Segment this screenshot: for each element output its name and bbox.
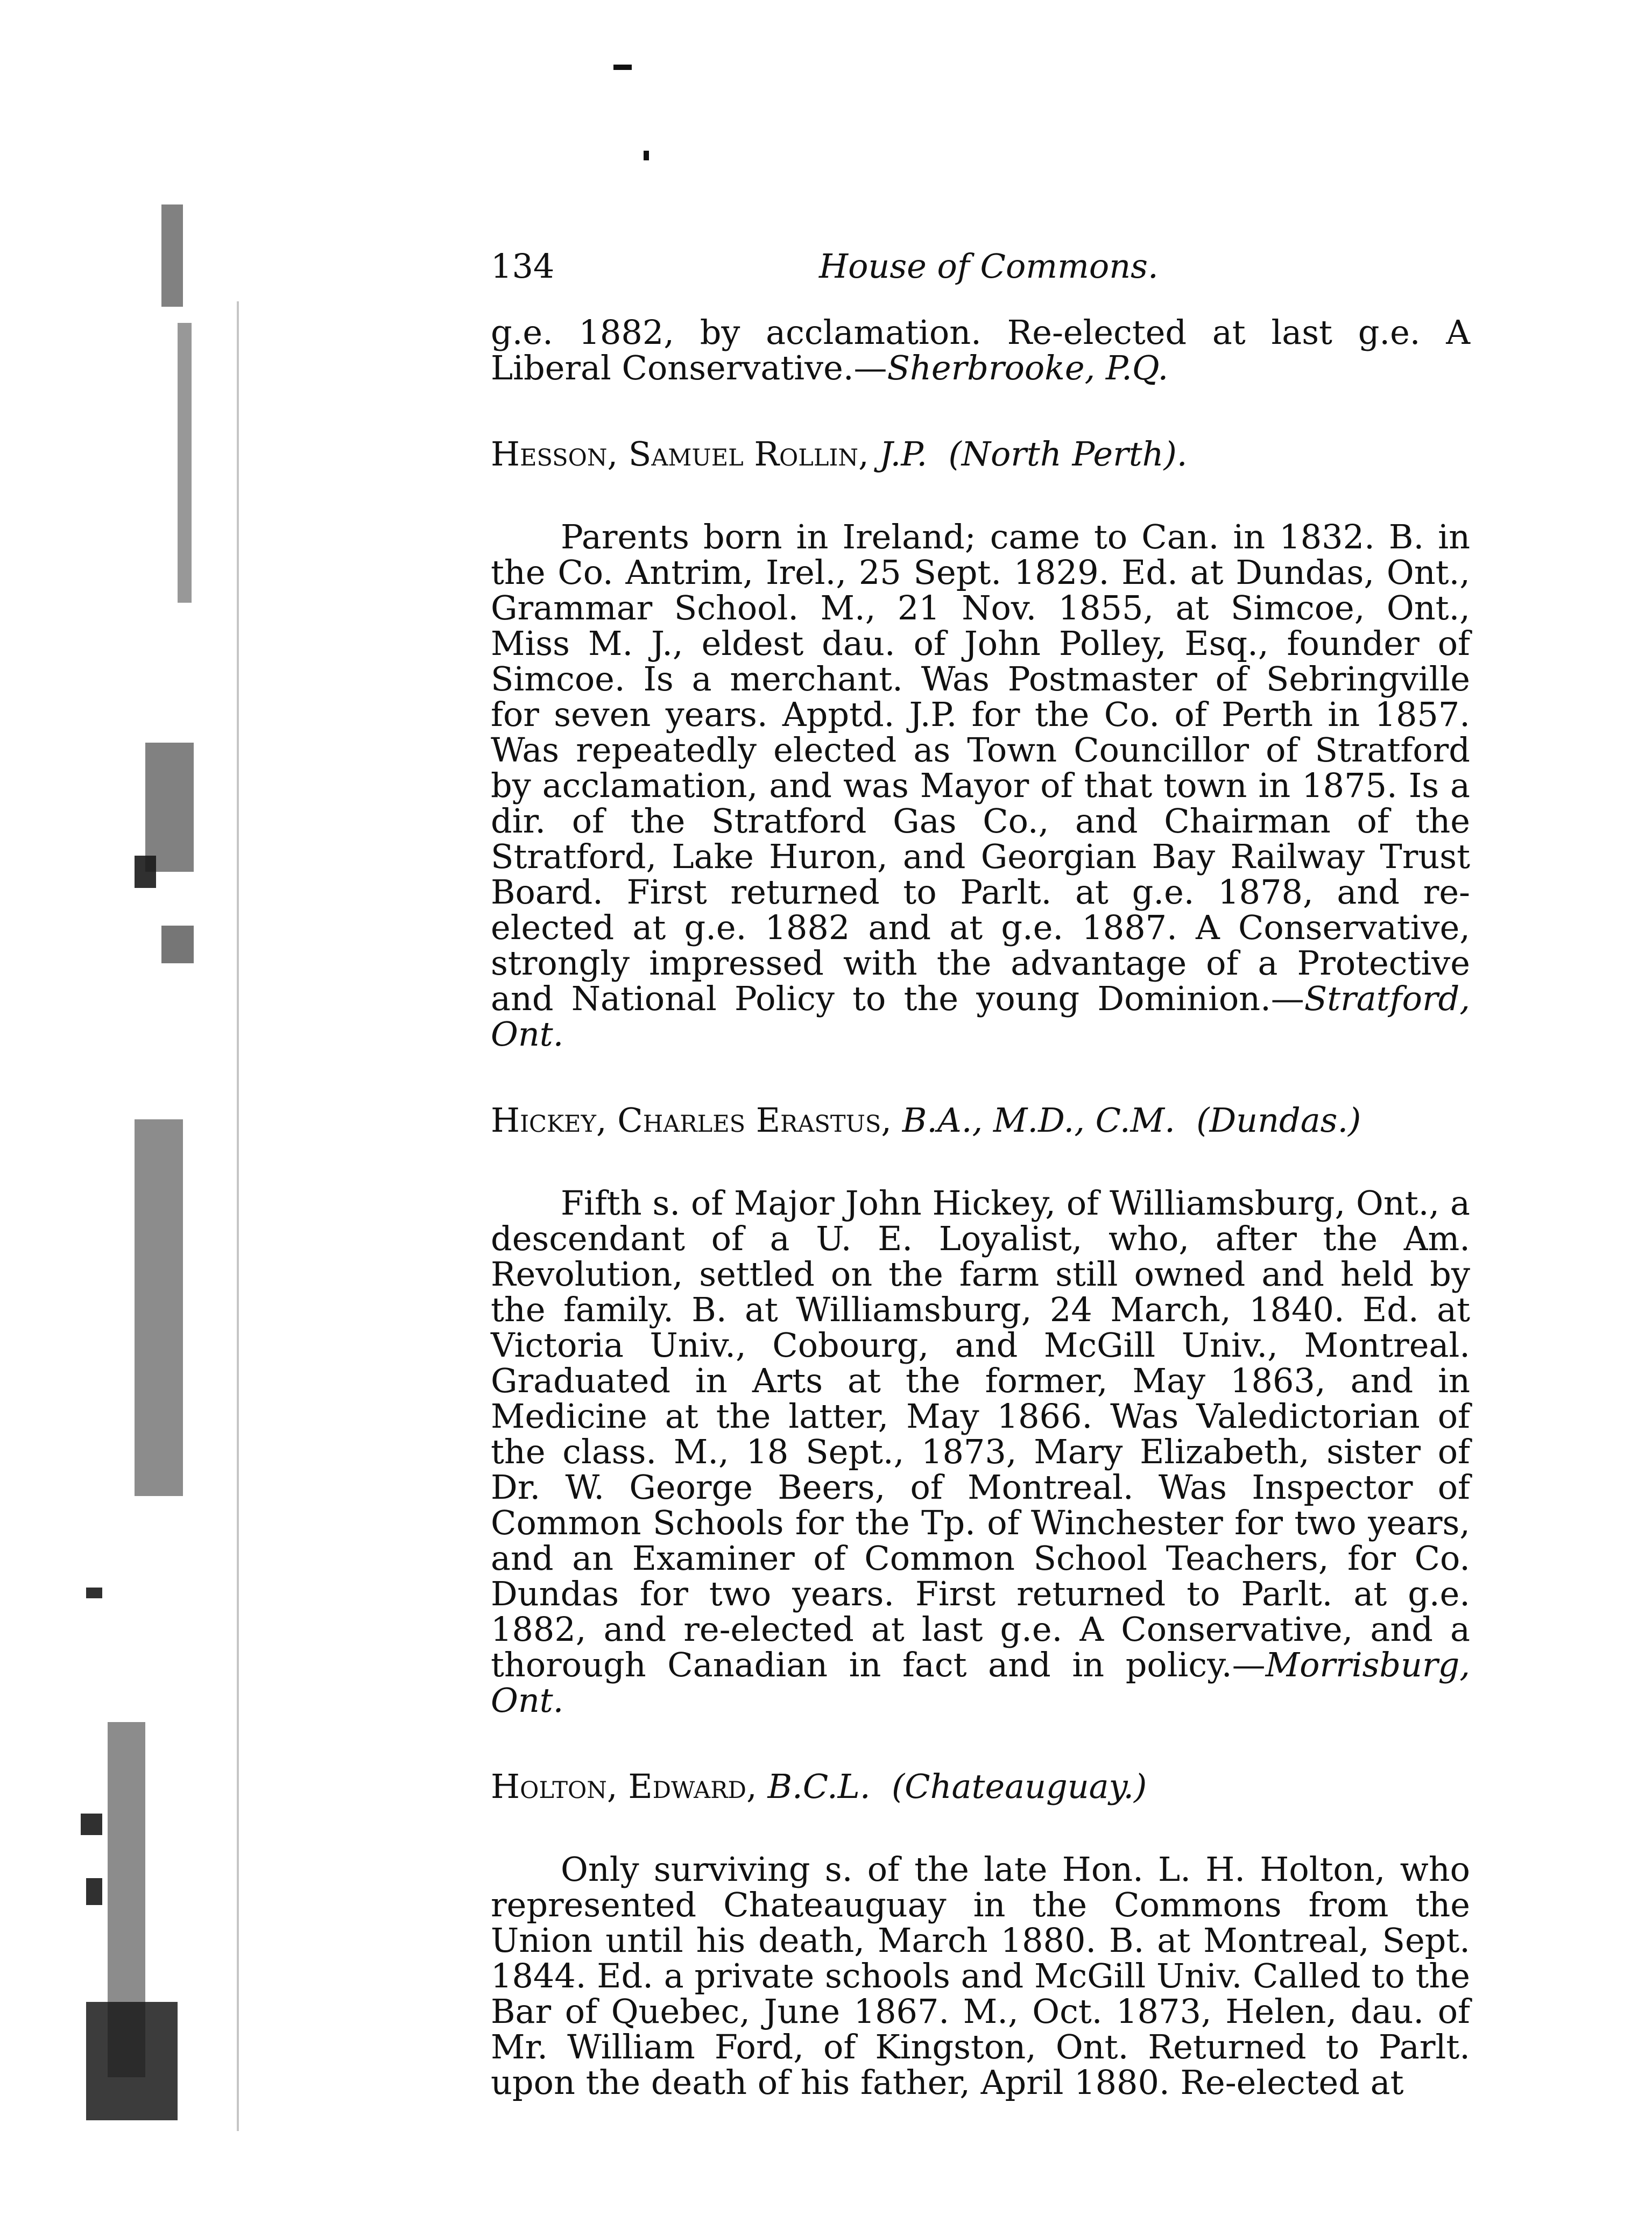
member-riding: (North Perth). bbox=[948, 434, 1188, 474]
entry-biography bbox=[491, 1852, 1470, 2100]
entry-heading bbox=[491, 436, 1470, 472]
biography-place: Stratford, Ont. bbox=[491, 979, 1470, 1054]
member-name: Hesson, Samuel Rollin, bbox=[491, 434, 869, 474]
entry-biography bbox=[491, 1183, 1470, 1720]
scan-mark bbox=[644, 151, 649, 160]
page-number: 134 bbox=[491, 246, 555, 286]
biography-text: Fifth s. of Major John Hickey, of Williamsburg, Ont., a descendant of a U. E. Loyalist, who, after the Am. Revolution, settled on the farm still owned and held by the family. B. at Williamsburg, 24 March, 1840. Ed. at Victoria Univ., Cobourg, and McGill Univ., Montreal. Graduated in Arts at the former, May 1863, and in Medicine at the latter, May 1866. Was Valedictorian of the class. M., 18 Sept., 1873, Mary Elizabeth, sister of Dr. W. George Beers, of Montreal. Was Inspector of Common Schools for the Tp. of Winchester for two years, and an Examiner of Common School Teachers, for Co. Dundas for two years. First returned to Parlt. at g.e. 1882, and re-elected at last g.e. A Conservative, and a thorough Canadian in fact and in policy.— bbox=[491, 1183, 1470, 1684]
entry-heading bbox=[491, 1769, 1470, 1804]
biography-text: Only surviving s. of the late Hon. L. H. Holton, who represented Chateauguay in the Commons from the Union until his death, March 1880. B. at Montreal, Sept. 1844. Ed. a private schools and McGill Univ. Called to the Bar of Quebec, June 1867. M., Oct. 1873, Helen, dau. of Mr. William Ford, of Kingston, Ont. Returned to Parlt. upon the death of his father, April 1880. Re-elected at bbox=[491, 1850, 1470, 2102]
member-riding: (Chateauguay.) bbox=[891, 1767, 1147, 1806]
member-title: B.C.L. bbox=[767, 1767, 871, 1806]
continuation-paragraph bbox=[491, 315, 1470, 386]
member-name: Hickey, Charles Erastus, bbox=[491, 1101, 892, 1140]
member-title: B.A., M.D., C.M. bbox=[902, 1101, 1175, 1140]
continuation-text: g.e. 1882, by acclamation. Re-elected at last g.e. A Liberal Conservative.— bbox=[491, 313, 1470, 387]
scan-gutter bbox=[0, 0, 231, 2229]
member-title: J.P. bbox=[879, 434, 928, 474]
scan-mark bbox=[613, 65, 632, 70]
page-body bbox=[491, 315, 1470, 2100]
member-name: Holton, Edward, bbox=[491, 1767, 757, 1806]
member-riding: (Dundas.) bbox=[1196, 1101, 1361, 1140]
biography-text: Parents born in Ireland; came to Can. in 1832. B. in the Co. Antrim, Irel., 25 Sept. 1829. Ed. at Dundas, Ont., Grammar School. M., 21 Nov. 1855, at Simcoe, Ont., Miss M. J., eldest dau. of John Polley, Esq., founder of Simcoe. Is a merchant. Was Postmaster of Sebringville for seven years. Apptd. J.P. for the Co. of Perth in 1857. Was repeatedly elected as Town Councillor of Stratford by acclamation, and was Mayor of that town in 1875. Is a dir. of the Stratford Gas Co., and Chairman of the Stratford, Lake Huron, and Georgian Bay Railway Trust Board. First returned to Parlt. at g.e. 1878, and re-elected at g.e. 1882 and at g.e. 1887. A Conservative, strongly impressed with the advantage of a Protective and National Policy to the young Dominion.— bbox=[491, 517, 1470, 1018]
continuation-place: Sherbrooke, P.Q. bbox=[887, 348, 1169, 387]
entry-biography bbox=[491, 519, 1470, 1052]
running-title: House of Commons. bbox=[819, 246, 1159, 286]
entry-heading bbox=[491, 1103, 1470, 1138]
page-header bbox=[491, 246, 1470, 290]
biography-place: Morrisburg, Ont. bbox=[491, 1645, 1470, 1720]
